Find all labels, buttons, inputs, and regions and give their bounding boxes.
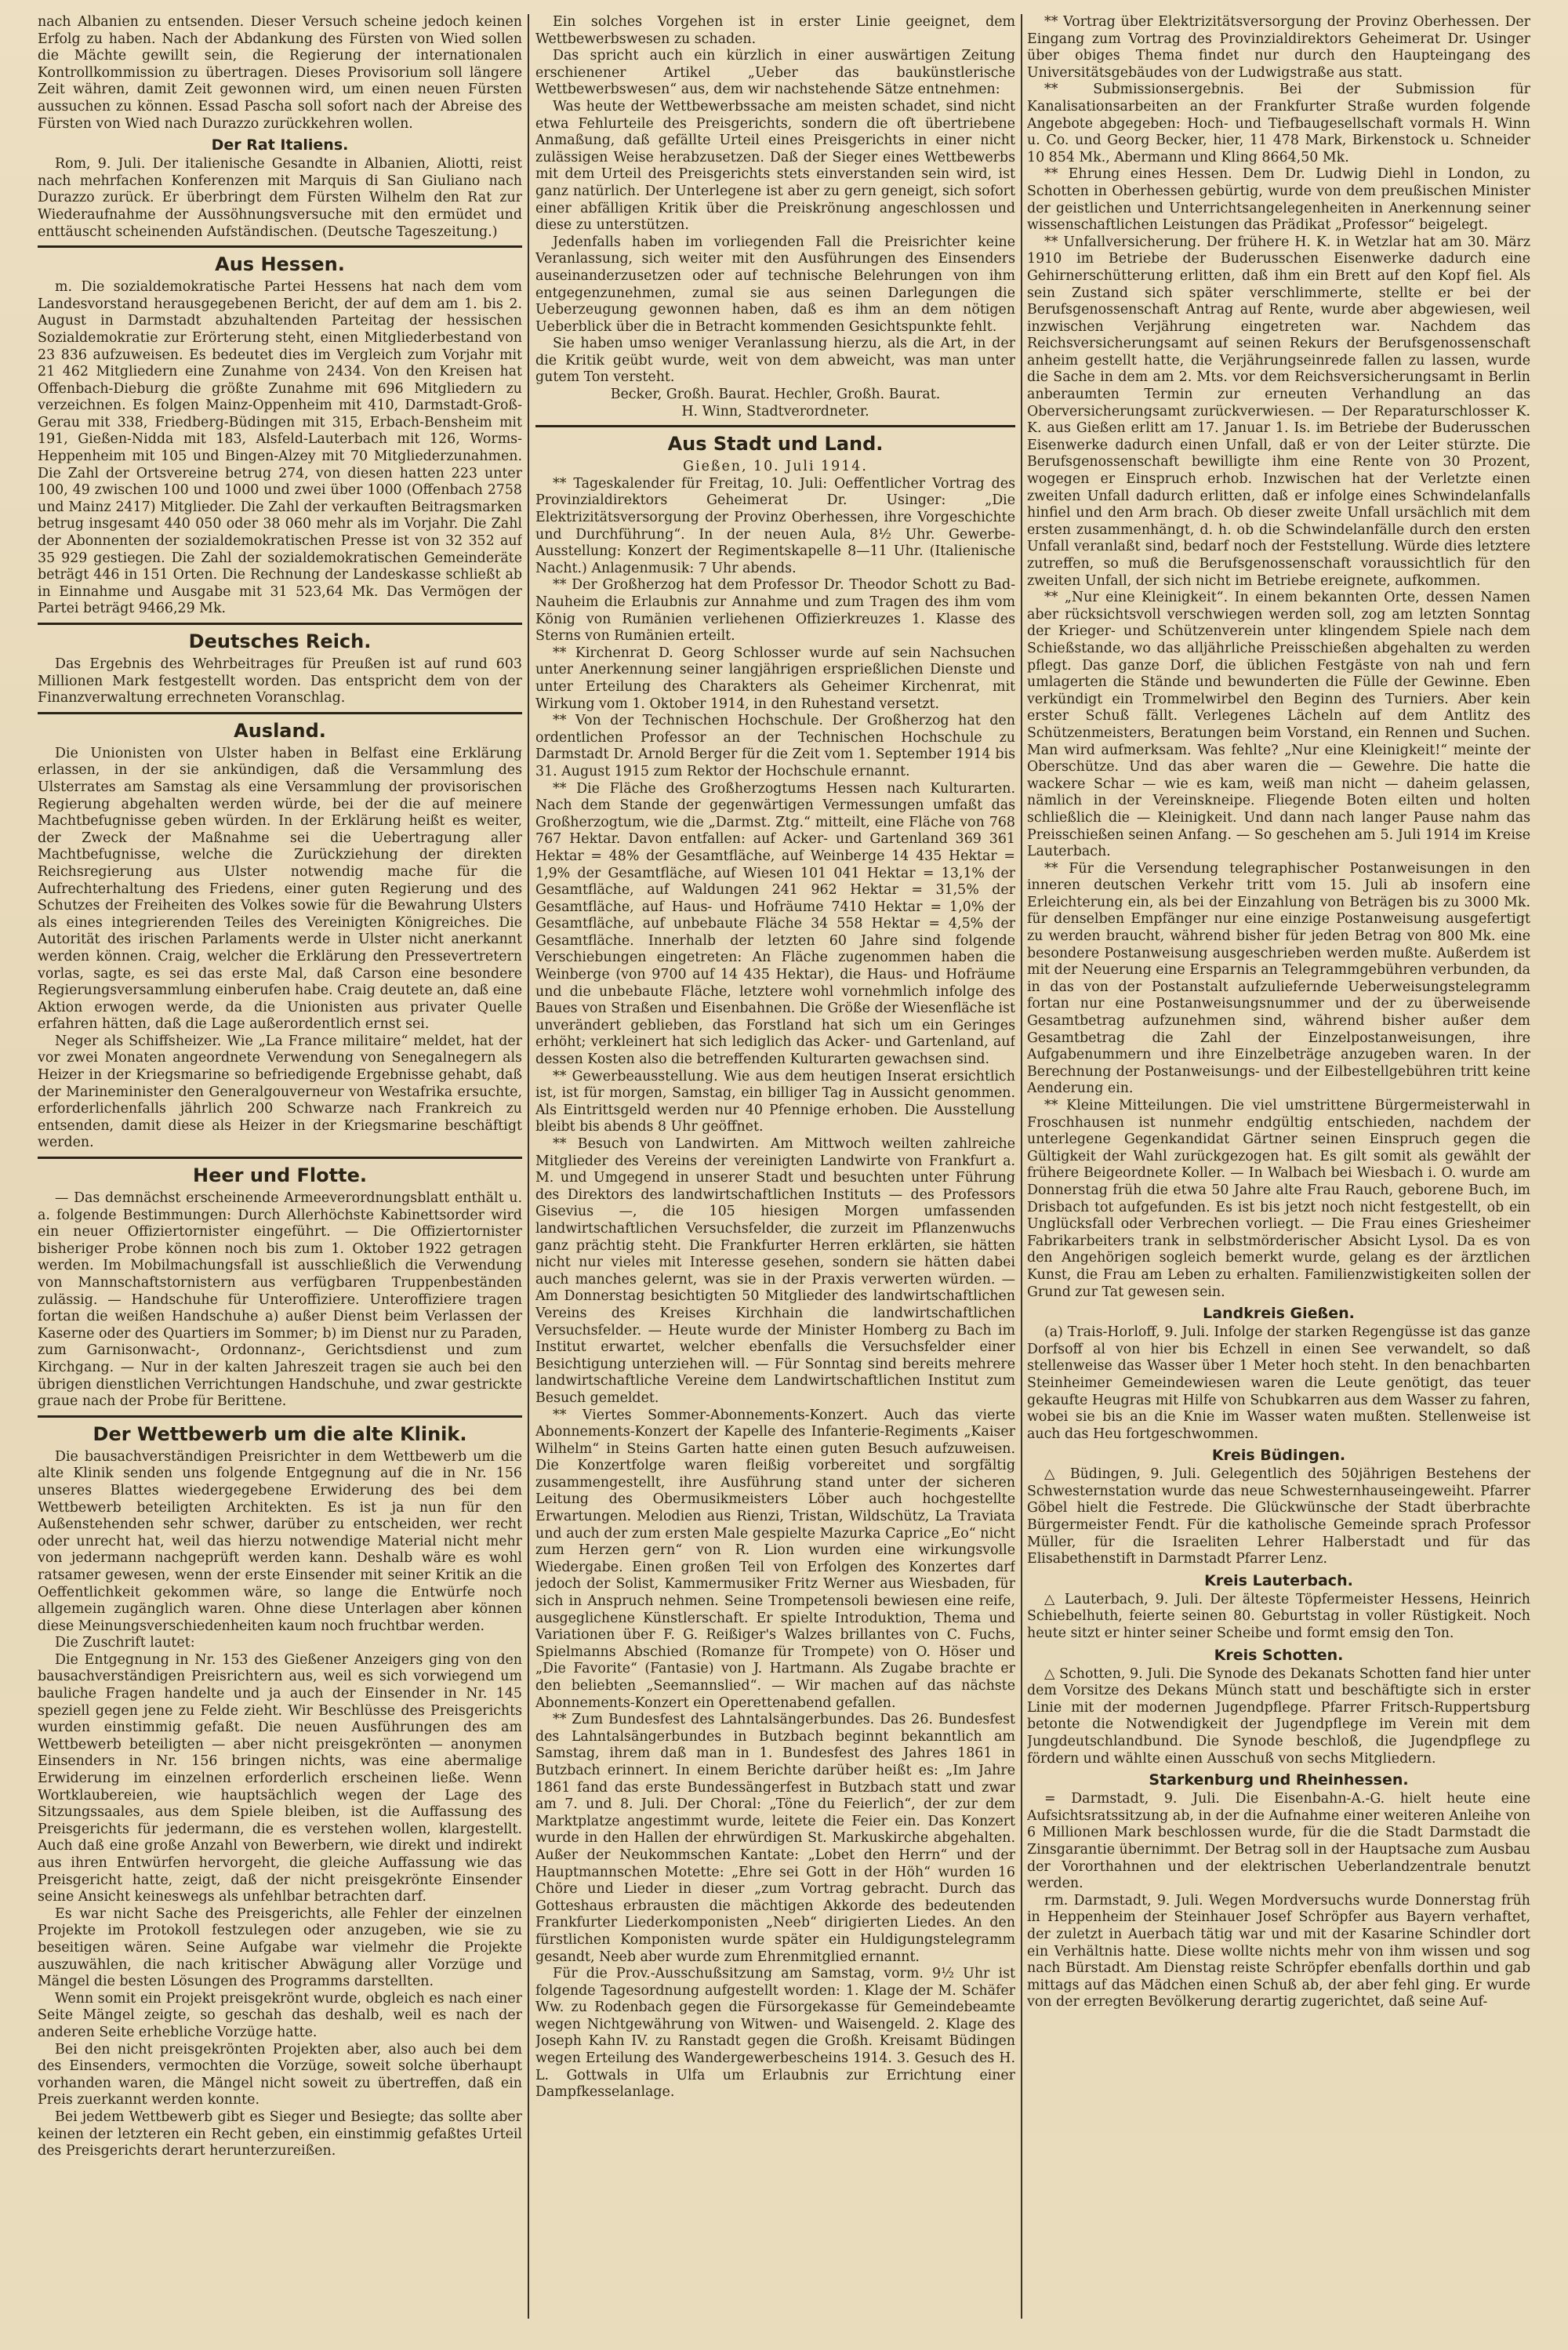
article-heer-und-flotte: — Das demnächst erscheinende Armeeverordnungsblatt enthält u. a. folgende Bestimmungen: Durch Allerhöchste Kabinettsorder wird ein neuer Offiziertornister eingeführt. — Die Offiziertornister bisheriger Probe können noch bis zum 1. Oktober 1922 getragen werden. Im Mobilmachungsfall ist ausschließlich die Verwendung von Mannschaftstornistern aus verfügbaren Truppenbeständen zulässig. — Handschuhe für Unteroffiziere. Unteroffiziere tragen fortan die weißen Handschuhe a) außer Dienst beim Verlassen der Kaserne oder des Quartiers im Sommer; b) im Dienst nur zu Paraden, zum Garnisonwacht-, Ordonnanz-, Gerichtsdienst und zum Kirchgang. — Nur in der kalten Jahreszeit tragen sie auch bei den übrigen dienstlichen Verrichtungen Handschuhe, und zwar gestrickte graue nach der Probe für Berittene.	[38, 1190, 522, 1410]
news-item: ** Kleine Mitteilungen. Die viel umstrittene Bürgermeisterwahl in Froschhausen ist nunmehr endgültig entschieden, nachdem der unterlegene Gegenkandidat Gärtner seinen Einspruch gegen die Gültigkeit der Wahl zurückgezogen hat. Es gilt somit als gewählt der frühere Beigeordnete Koller. — In Walbach bei Wiesbach i. O. wurde am Donnerstag früh die etwa 50 Jahre alte Frau Rauch, geborene Buch, im Drisbach tot aufgefunden. Es ist bis jetzt noch nicht festgestellt, ob ein Unglücksfall oder Verbrechen vorliegt. — Die Frau eines Griesheimer Fabrikarbeiters trank in selbstmörderischer Absicht Lysol. Da es von den Angehörigen sogleich bemerkt wurde, gelang es der ärztlichen Kunst, die Frau am Leben zu erhalten. Familienzwistigkeiten sollen der Grund zur Tat gewesen sein.	[1027, 1098, 1530, 1300]
section-rule	[38, 245, 522, 248]
heading-stadt-und-land: Aus Stadt und Land.	[667, 433, 884, 456]
news-item: ** Tageskalender für Freitag, 10. Juli: Oeffentlicher Vortrag des Provinzialdirektors Geheimerat Dr. Usinger: „Die Elektrizitätsversorgung der Provinz Oberhessen, ihre Vorgeschichte und Durchführung“. In der neuen Aula, 8½ Uhr. Gewerbe-Ausstellung: Konzert der Regimentskapelle 8—11 Uhr. (Italienische Nacht.) Anlagenmusik: 7 Uhr abends.	[535, 475, 1015, 576]
article-klinik-p3: Die Entgegnung in Nr. 153 des Gießener Anzeigers ging von den bausachverständigen Preisrichtern aus, weil es sich vorwiegend um bauliche Fragen handelte und ja auch der Einsender in Nr. 145 speziell gegen jene zu Felde zieht. Wir Beschlüsse des Preisgerichts wurden einstimmig gefaßt. Die neuen Ausführungen des am Wettbewerb beteiligten — aber nicht preisgekrönten — anonymen Einsenders in Nr. 156 bringen nichts, was eine abermalige Erwiderung im einzelnen erforderlich erscheinen ließe. Wenn Wortklaubereien, wie hauptsächlich wegen der Lage des Sitzungssaales, aus dem Spiele bleiben, ist die Auffassung des Preisgerichts für jedermann, die es verstehen wollen, klargestellt. Auch daß eine große Anzahl von Bewerbern, wie direkt und indirekt aus ihren Entwürfen hervorgeht, die gleiche Auffassung wie das Preisgericht hatte, zeigt, daß der nicht preisgekrönte Einsender seine Ansicht keineswegs als unfehlbar betrachten darf.	[38, 1651, 522, 1905]
news-item: ** Für die Versendung telegraphischer Postanweisungen in den inneren deutschen Verkehr tritt vom 15. Juli ab insofern eine Erleichterung ein, als bei der Einzahlung von Beträgen bis zu 3000 Mk. für denselben Empfänger nur eine einzige Postanweisung ausgefertigt zu werden braucht, während bisher für jeden Betrag von 800 Mk. eine besondere Postanweisung ausgeschrieben werden mußte. Außerdem ist mit der Neuerung eine Ersparnis an Telegrammgebühren verbunden, da in das von der Postanstalt aufzuliefernde Ueberweisungstelegramm fortan nur eine Postanweisungsnummer und der zu überweisende Gesamtbetrag aufzunehmen sind, während bisher außer dem Gesamtbetrag die Zahl der Einzelpostanweisungen, ihre Aufgabenummern und ihre Einzelbeträge anzugeben waren. In der Berechnung der Postanweisungs- und der Eilbestellgebühren tritt keine Aenderung ein.	[1027, 860, 1530, 1097]
article-klinik-p12: Sie haben umso weniger Veranlassung hierzu, als die Art, in der die Kritik geübt wurde, weit von dem abweicht, was man unter gutem Ton versteht.	[535, 336, 1015, 386]
heading-ausland: Ausland.	[234, 719, 326, 742]
heading-kreis-lauterbach: Kreis Lauterbach.	[1204, 1571, 1353, 1589]
section-rule	[535, 425, 1015, 427]
section-rule	[38, 623, 522, 625]
article-klinik-p7: Bei jedem Wettbewerb gibt es Sieger und Besiegte; das sollte aber keinen der letzteren ein Recht geben, ein einstimmig gefaßtes Urteil des Preisgerichts derart herunterzureißen.	[38, 2108, 522, 2159]
heading-wettbewerb-klinik: Der Wettbewerb um die alte Klinik.	[93, 1422, 467, 1445]
article-klinik-p10: Was heute der Wettbewerbssache am meisten schadet, sind nicht etwa Fehlurteile des Preisgerichts, sondern die oft übertriebene Anmaßung, daß gefällte Urteil eines Preisgerichts in einer nicht zulässigen Weise herabzusetzen. Daß der Sieger eines Wettbewerbs mit dem Urteil des Preisgerichts stets einverstanden sein wird, ist ganz natürlich. Der Unterlegene ist aber zu gern geneigt, sich sofort einer abfälligen Kritik über die Preiskrönung angeschlossen und diese zu unterstützen.	[535, 98, 1015, 234]
article-klinik-p11: Jedenfalls haben im vorliegenden Fall die Preisrichter keine Veranlassung, sich weiter mit den Ausführungen des Einsenders auseinanderzusetzen oder auf technische Belehrungen von ihm entgegenzunehmen, zumal sie aus seinen Darlegungen die Ueberzeugung gewonnen haben, daß es ihm an dem nötigen Ueberblick über die in Betracht kommenden Gesichtspunkte fehlt.	[535, 234, 1015, 335]
news-item: (a) Trais-Horloff, 9. Juli. Infolge der starken Regengüsse ist das ganze Dorfsoff al von hier bis Echzell in einen See verwandelt, so daß stellenweise das Wasser über 1 Meter hoch steht. In den benachbarten Steinheimer Gemeindewiesen waren die Leute genötigt, das teuer gekaufte Heugras mit Hilfe von Schubkarren aus dem Wasser zu fahren, wobei sie bis an die Knie im Wasser waten mußten. Stellenweise ist auch das Heu fortgeschwommen.	[1027, 1324, 1530, 1442]
news-item: ** Kirchenrat D. Georg Schlosser wurde auf sein Nachsuchen unter Anerkennung seiner langjährigen ersprießlichen Dienste und unter Erteilung des Charakters als Geheimer Kirchenrat, mit Wirkung vom 1. Oktober 1914, in den Ruhestand versetzt.	[535, 645, 1015, 712]
article-klinik-p9: Das spricht auch ein kürzlich in einer auswärtigen Zeitung erschienener Artikel „Ueber das baukünstlerische Wettbewerbswesen“ aus, dem wir nachstehende Sätze entnehmen:	[535, 48, 1015, 98]
news-item: ** Besuch von Landwirten. Am Mittwoch weilten zahlreiche Mitglieder des Vereins der vereinigten Landwirte von Frankfurt a. M. und Umgegend in unserer Stadt und besuchten unter Führung des Direktors des landwirtschaftlichen Instituts — des Professors Gisevius —, die 105 hiesigen Morgen umfassenden landwirtschaftlichen Versuchsfelder, die zurzeit im Pflanzenwuchs ganz prächtig steht. Die Frankfurter Herren erklärten, sie hätten nicht nur vieles mit Interesse gesehen, sondern sie hätten dabei auch manches gelernt, was sie in der Praxis verwerten würden. — Am Donnerstag besichtigten 50 Mitglieder des landwirtschaftlichen Vereins des Kreises Kirchhain die landwirtschaftlichen Versuchsfelder. — Heute wurde der Minister Homberg zu Bach im Institut erwartet, welcher ebenfalls die Versuchsfelder einer Besichtigung unterziehen will. — Für Sonntag sind bereits mehrere landwirtschaftliche Vereine dem Landwirtschaftlichen Institut zum Besuch gemeldet.	[535, 1136, 1015, 1406]
article-deutsches-reich: Das Ergebnis des Wehrbeitrages für Preußen ist auf rund 603 Millionen Mark festgestellt worden. Das entspricht dem von der Finanzverwaltung errechneten Voranschlag.	[38, 656, 522, 706]
article-klinik-p6: Bei den nicht preisgekrönten Projekten aber, also auch bei dem des Einsenders, vermochten die Vorzüge, soweit solche überhaupt vorhanden waren, die Mängel nicht soweit zu übertreffen, daß ein Preis zuerkannt werden konnte.	[38, 2041, 522, 2108]
news-item: ** Von der Technischen Hochschule. Der Großherzog hat den ordentlichen Professor an der Technischen Hochschule zu Darmstadt Dr. Arnold Berger für die Zeit vom 1. September 1914 bis 31. August 1915 zum Rektor der Hochschule ernannt.	[535, 713, 1015, 779]
article-klinik-p5: Wenn somit ein Projekt preisgekrönt wurde, obgleich es nach einer Seite Mängel zeigte, so geschah das deshalb, weil es nach der anderen Seite erhebliche Vorzüge hatte.	[38, 1990, 522, 2040]
news-item: ** Zum Bundesfest des Lahntalsängerbundes. Das 26. Bundesfest des Lahntalsängerbundes in Butzbach beginnt bekanntlich am Samstag, ihrem daß man in 1. Bundesfest des Jahres 1861 in Butzbach erinnert. In einem Berichte darüber heißt es: „Im Jahre 1861 fand das erste Bundessängerfest in Butzbach statt und zwar am 7. und 8. Juli. Der Choral: „Töne du Feierlich“, der zur dem Marktplatze angestimmt wurde, leitete die Feier ein. Das Konzert wurde in den Hallen der ehrwürdigen St. Markuskirche abgehalten. Außer der Neukommschen Kantate: „Lobet den Herrn“ und der Hauptmannschen Motette: „Ehre sei Gott in der Höh“ wurden 16 Chöre und Lieder in dieser „zum Vortrag gebracht. Durch das Gotteshaus erbrausten die mächtigen Akkorde des bedeutenden Frankfurter Liederkomponisten „Neeb“ dirigierten Liedes. An den fürstlichen Komponisten wurde später ein Huldigungstelegramm gesandt, Neeb aber wurde zum Ehrenmitglied ernannt.	[535, 1712, 1015, 1965]
heading-kreis-buedingen: Kreis Büdingen.	[1211, 1447, 1346, 1465]
article-ausland-ulster: Die Unionisten von Ulster haben in Belfast eine Erklärung erlassen, in der sie ankündigen, daß die Versammlung des Ulsterrates am Samstag als eine Versammlung der provisorischen Regierung abgehalten werden würde, bei der die auf meinere Machtbefugnisse geben würden. In der Erklärung heißt es weiter, der Zweck der Maßnahme sei die Uebertragung aller Machtbefugnisse, welche die Zurückziehung der direkten Reichsregierung aus Ulster notwendig mache für die Aufrechterhaltung des Friedens, einer guten Regierung und des Schutzes der Freiheiten des Volkes sowie für die Bewahrung Ulsters als eines integrierenden Teiles des Vereinigten Königreiches. Die Autorität des irischen Parlaments werde in Ulster nicht anerkannt werden können. Craig, welcher die Erklärung den Pressevertretern vorlas, sagte, es sei das erste Mal, daß Carson eine besondere Regierungsversammlung einberufen habe. Craig deutete an, daß eine Aktion erwogen werde, da die Unionisten aus privater Quelle erfahren hätten, daß die Lage außerordentlich ernst sei.	[38, 745, 522, 1033]
article-albanien-continued: nach Albanien zu entsenden. Dieser Versuch scheine jedoch keinen Erfolg zu haben. Nach der Abdankung des Fürsten von Wied sollen die Mächte gewillt sein, die Regierung der internationalen Kontrollkommission zu übertragen. Dieses Provisorium soll längere Zeit währen, damit Zeit gewonnen wird, um einen neuen Fürsten aussuchen zu können. Essad Pascha soll sofort nach der Abreise des Fürsten von Wied nach Durazzo zurückkehren wollen.	[38, 14, 522, 132]
news-item: = Darmstadt, 9. Juli. Die Eisenbahn-A.-G. hielt heute eine Aufsichtsratssitzung ab, in der die Aufnahme einer weiteren Anleihe von 6 Millionen Mark beschlossen wurde, für die die Stadt Darmstadt die Zinsgarantie übernimmt. Der Betrag soll in der Hauptsache zum Ausbau der Vororthahnen und der elektrischen Ueberlandzentrale benutzt werden.	[1027, 1791, 1530, 1892]
news-item: ** Der Großherzog hat dem Professor Dr. Theodor Schott zu Bad-Nauheim die Erlaubnis zur Annahme und zum Tragen des ihm vom König von Rumänien verliehenen Offizierkreuzes 1. Klasse des Sterns von Rumänien erteilt.	[535, 577, 1015, 645]
news-item: ** Submissionsergebnis. Bei der Submission für Kanalisationsarbeiten an der Frankfurter Straße wurden folgende Angebote abgegeben: Hoch- und Tiefbaugesellschaft vormals H. Winn u. Co. und Georg Becker, hier, 11 478 Mark, Birkenstock u. Schneider 10 854 Mk., Abermann und Kling 8664,50 Mk.	[1027, 82, 1530, 165]
news-item: ** Ehrung eines Hessen. Dem Dr. Ludwig Diehl in London, zu Schotten in Oberhessen gebürtig, wurde von dem preußischen Minister der geistlichen und Unterrichtsangelegenheiten in Anerkennung seiner wissenschaftlichen Leistungen das Prädikat „Professor“ beigelegt.	[1027, 166, 1530, 234]
column-2	[535, 14, 1015, 2319]
column-3	[1027, 14, 1530, 2319]
article-klinik-p2: Die Zuschrift lautet:	[55, 1635, 195, 1651]
heading-kreis-schotten: Kreis Schotten.	[1214, 1646, 1344, 1664]
heading-deutsches-reich: Deutsches Reich.	[188, 630, 372, 652]
news-item: ** Vortrag über Elektrizitätsversorgung der Provinz Oberhessen. Der Eingang zum Vortrag des Provinzialdirektors Geheimerat Dr. Usinger über obiges Thema findet nur durch den Haupteingang des Universitätsgebäudes von der Ludwigstraße aus statt.	[1027, 14, 1530, 81]
news-item: ** „Nur eine Kleinigkeit“. In einem bekannten Orte, dessen Namen aber rücksichtsvoll verschwiegen werden soll, zog am letzten Sonntag der Krieger- und Schützenverein unter klingendem Spiele nach dem Schießstande, wo das alljährliche Preisschießen abgehalten zu werden pflegt. Das ganze Dorf, die üblichen Festgäste von nah und fern umlagerten die Stände und bewunderten die Fülle der Gewinne. Eben verkündigt ein Trommelwirbel den Beginn des Turniers. Aber kein erster Schuß fällt. Verlegenes Lächeln auf dem Antlitz des Schützenmeisters, Beratungen beim Vorstand, ein Rennen und Suchen. Man wird aufmerksam. Was fehlte? „Nur eine Kleinigkeit!“ meinte der Oberschütze. Und das aber waren die — Gewehre. Die hatte die wackere Schar — wie es kam, weiß man nicht — daheim gelassen, nämlich in der Vereinskneipe. Fliegende Boten eilten und holten schließlich die — Kleinigkeit. Und dann nach langer Pause nahm das Preisschießen seinen Anfang. — So geschehen am 5. Juli 1914 im Kreise Lauterbach.	[1027, 590, 1530, 860]
heading-landkreis-giessen: Landkreis Gießen.	[1203, 1305, 1355, 1323]
news-item: ** Die Fläche des Großherzogtums Hessen nach Kulturarten. Nach dem Stande der gegenwärtigen Vermessungen umfaßt das Großherzogtum, wie die „Darmst. Ztg.“ mitteilt, eine Fläche von 768 767 Hektar. Davon entfallen: auf Acker- und Gartenland 369 361 Hektar = 48% der Gesamtfläche, auf Weinberge 14 435 Hektar = 1,9% der Gesamtfläche, auf Wiesen 101 041 Hektar = 13,1% der Gesamtfläche, auf Waldungen 241 962 Hektar = 31,5% der Gesamtfläche, auf Haus- und Hofräume 7410 Hektar = 1,0% der Gesamtfläche, auf unbebaute Fläche 34 558 Hektar = 4,5% der Gesamtfläche. Innerhalb der letzten 60 Jahre sind folgende Verschiebungen eingetreten: An Fläche zugenommen haben die Weinberge (von 9700 auf 14 435 Hektar), die Haus- und Hofräume und die unbebaute Fläche, letztere wohl vornehmlich infolge des Baues von Straßen und Eisenbahnen. Die Größe der Wiesenfläche ist unverändert geblieben, das Forstland hat sich um ein Geringes erhöht; verkleinert hat sich lediglich das Acker- und Gartenland, auf dessen Kosten also die betreffenden Kulturarten gewachsen sind.	[535, 780, 1015, 1068]
section-rule	[38, 1415, 522, 1418]
section-rule	[38, 712, 522, 714]
article-rat-italiens: Rom, 9. Juli. Der italienische Gesandte in Albanien, Aliotti, reist nach mehrfachen Konferenzen mit Marquis di San Giuliano nach Durazzo zurück. Er überbringt dem Fürsten Wilhelm den Rat zur Wiederaufnahme der Aussöhnungsversuche mit den ermüdet und enttäuscht scheinenden Aufständischen. (Deutsche Tageszeitung.)	[38, 156, 522, 240]
news-item: △ Lauterbach, 9. Juli. Der älteste Töpfermeister Hessens, Heinrich Schiebelhuth, feierte seinen 80. Geburtstag in voller Rüstigkeit. Noch heute sitzt er hinter seiner Scheibe und formt emsig den Ton.	[1027, 1591, 1530, 1642]
column-rule	[1021, 14, 1022, 2319]
section-rule	[38, 1157, 522, 1159]
column-1	[38, 14, 522, 2319]
news-item: Für die Prov.-Ausschußsitzung am Samstag, vorm. 9½ Uhr ist folgende Tagesordnung aufgestellt worden: 1. Klage der M. Schäfer Ww. zu Rodenbach gegen die Fürsorgekasse für Gemeindebeamte wegen Nichtgewährung von Witwen- und Waisengeld. 2. Klage des Joseph Kahn IV. zu Ranstadt gegen die Großh. Kreisamt Büdingen wegen Erteilung des Wandergewerbescheins 1914. 3. Gesuch des H. L. Gottwals in Ulfa um Erlaubnis zur Errichtung einer Dampfkesselanlage.	[535, 1966, 1015, 2101]
news-item: ** Unfallversicherung. Der frühere H. K. in Wetzlar hat am 30. März 1910 im Betriebe der Buderusschen Eisenwerke dadurch eine Gehirnerschütterung erlitten, daß ihm ein Brett auf den Kopf fiel. Als sein Zustand sich später verschlimmerte, stellte er bei der Berufsgenossenschaft Antrag auf Rente, wurde aber abgewiesen, weil inzwischen Verjährung eingetreten war. Nachdem das Reichsversicherungsamt auf seinen Rekurs der Berufsgenossenschaft anheim gestellt hatte, die Verjährungseinrede fallen zu lassen, wurde die Sache in dem am 2. Mts. vor dem Reichsversicherungsamt in Berlin anberaumten Termin zur erneuten Verhandlung an das Oberversicherungsamt zurückverwiesen. — Der Reparaturschlosser K. K. aus Gießen erlitt am 17. Januar 1. Is. im Betriebe der Buderusschen Eisenwerke dadurch einen Unfall, daß er von der Leiter stürzte. Die Berufsgenossenschaft bewilligte ihm eine Rente von 30 Prozent, wogegen er Einspruch erhob. Inzwischen hat der Verletzte einen zweiten Unfall dadurch erlitten, daß er infolge eines Schwindelanfalls hinfiel und den Arm brach. Ob dieser zweite Unfall ursächlich mit dem ersten zusammenhängt, d. h. ob die Schwindelanfälle durch den ersten Unfall veranlaßt sind, bedarf noch der Feststellung. Würde dies letztere zutreffen, so muß die Berufsgenossenschaft voraussichtlich für den zweiten Unfall, der sich nicht im Betriebe ereignete, aufkommen.	[1027, 234, 1530, 589]
article-aus-hessen: m. Die sozialdemokratische Partei Hessens hat nach dem vom Landesvorstand herausgegebenen Bericht, der auf dem am 1. bis 2. August in Darmstadt abzuhaltenden Parteitag der hessischen Sozialdemokratie zur Erörterung steht, einen Mitgliederbestand von 23 836 aufzuweisen. Es bedeutet dies im Vergleich zum Vorjahr mit 21 462 Mitgliedern eine Zunahme von 2434. Von den Kreisen hat Offenbach-Dieburg die größte Zunahme mit 696 Mitgliedern zu verzeichnen. Es folgen Mainz-Oppenheim mit 410, Darmstadt-Groß-Gerau mit 338, Friedberg-Büdingen mit 315, Erbach-Bensheim mit 191, Gießen-Nidda mit 183, Alsfeld-Lauterbach mit 126, Worms-Heppenheim mit 105 und Bingen-Alzey mit 70 Mitgliederzunahmen. Die Zahl der Ortsvereine betrug 274, von diesen hatten 223 unter 100, 49 zwischen 100 und 1000 und zwei über 1000 (Offenbach 2758 und Mainz 2417) Mitglieder. Die Zahl der verkauften Beitragsmarken betrug insgesamt 440 050 oder 38 060 mehr als im Vorjahr. Die Zahl der Abonnenten der sozialdemokratischen Presse ist von 32 352 auf 35 929 gestiegen. Die Zahl der sozialdemokratischen Gemeinderäte beträgt 446 in 151 Orten. Die Rechnung der Landeskasse schließt ab in Einnahme und Ausgabe mit 31 523,64 Mk. Das Vermögen der Partei beträgt 9466,29 Mk.	[38, 279, 522, 617]
news-item: rm. Darmstadt, 9. Juli. Wegen Mordversuchs wurde Donnerstag früh in Heppenheim der Steinhauer Josef Schröpfer aus Bayern verhaftet, der zuletzt in Auerbach tätig war und mit der Kasarine Schindler dort ein Verhältnis hatte. Diese wollte nichts mehr von ihm wissen und sog nach Bürstadt. Am Dienstag reiste Schröpfer ebenfalls dorthin und gab mittags auf das Mädchen einen Schuß ab, der aber fehl ging. Er wurde von der erregten Bevölkerung derartig zugerichtet, daß seine Auf-	[1027, 1892, 1530, 2010]
article-ausland-neger: Neger als Schiffsheizer. Wie „La France militaire“ meldet, hat der vor zwei Monaten angeordnete Verwendung von Senegalnegern als Heizer in der Kriegsmarine so befriedigende Ergebnisse gehabt, daß der Marineminister den Generalgouverneur von Westafrika ersuchte, erforderlichenfalls jährlich 200 Schwarze nach Frankreich zu entsenden, damit diese als Heizer in der Kriegsmarine beschäftigt werden.	[38, 1033, 522, 1151]
heading-heer-und-flotte: Heer und Flotte.	[193, 1164, 367, 1187]
heading-starkenburg-rheinhessen: Starkenburg und Rheinhessen.	[1149, 1771, 1409, 1789]
news-item: ** Gewerbeausstellung. Wie aus dem heutigen Inserat ersichtlich ist, ist für morgen, Samstag, ein billiger Tag in Aussicht genommen. Als Eintrittsgeld werden nur 40 Pfennige erhoben. Die Ausstellung bleibt bis abends 8 Uhr geöffnet.	[535, 1068, 1015, 1135]
signature-line: H. Winn, Stadtverordneter.	[681, 403, 869, 420]
article-klinik-p8: Ein solches Vorgehen ist in erster Linie geeignet, dem Wettbewerbswesen zu schaden.	[535, 14, 1015, 47]
article-klinik-p4: Es war nicht Sache des Preisgerichts, alle Fehler der einzelnen Projekte im Protokoll festzulegen oder anzugeben, wie sie zu beseitigen wären. Seine Aufgabe war vielmehr die Projekte auszuwählen, die nach kritischer Abwägung aller Vorzüge und Mängel die besten Lösungen des Programms darstellten.	[38, 1905, 522, 1990]
news-item: ** Viertes Sommer-Abonnements-Konzert. Auch das vierte Abonnements-Konzert der Kapelle des Infanterie-Regiments „Kaiser Wilhelm“ in Steins Garten hatte einen guten Besuch aufzuweisen. Die Konzertfolge waren fleißig vorbereitet und sorgfältig zusammengestellt, ihre Ausführung stand unter der sicheren Leitung des Obermusikmeisters Löber auch hochgestellte Erwartungen. Melodien aus Rienzi, Tristan, Wildschütz, La Traviata und auch der zum ersten Male gespielte Mazurka Caprice „Eo“ nicht zum Herzen gern“ von R. Lion wurden eine wirkungsvolle Wiedergabe. Einen großen Teil von Erfolgen des Konzertes darf jedoch der Solist, Kammermusiker Fritz Werner aus Wiesbaden, für sich in Anspruch nehmen. Seine Trompetensoli bewiesen eine reife, ausgeglichene Künstlerschaft. Er spielte Introduktion, Thema und Variationen über F. G. Reißiger's Walzes brillantes von C. Fuchs, Spielmanns Abschied (Romanze für Trompete) von O. Höser und „Die Favorite“ (Fantasie) von J. Hartmann. Als Zugabe brachte er den beliebten „Seemannslied“. — Wir machen auf das nächste Abonnements-Konzert ein Operettenabend gefallen.	[535, 1407, 1015, 1711]
news-item: △ Schotten, 9. Juli. Die Synode des Dekanats Schotten fand hier unter dem Vorsitze des Dekans Münch statt und beschäftigte sich in erster Linie mit der modernen Jugendpflege. Pfarrer Fritsch-Ruppertsburg betonte die Notwendigkeit der Jugendpflege im Verein mit dem Jungdeutschlandbund. Die Synode beschloß, die Jugendpflege zu fördern und wählte einen Ausschuß von sechs Mitgliedern.	[1027, 1665, 1530, 1767]
heading-rat-italiens: Der Rat Italiens.	[211, 136, 349, 154]
news-item: △ Büdingen, 9. Juli. Gelegentlich des 50jährigen Bestehens der Schwesternstation wurde das neue Schwesternhauseingeweiht. Pfarrer Göbel hielt die Festrede. Die Glückwünsche der Stadt überbrachte Bürgermeister Fendt. Für die katholische Gemeinde sprach Professor Müller, für die Israeliten Lehrer Halberstadt und für das Elisabethenstift in Darmstadt Pfarrer Lenz.	[1027, 1466, 1530, 1567]
signature-line: Becker, Großh. Baurat. Hechler, Großh. Baurat.	[610, 387, 941, 403]
heading-aus-hessen: Aus Hessen.	[215, 253, 345, 276]
article-klinik-p1: Die bausachverständigen Preisrichter in dem Wettbewerb um die alte Klinik senden uns folgende Entgegnung auf die in Nr. 156 unseres Blattes wiedergegebene Erwiderung des bei dem Wettbewerb beteiligten Architekten. Es ist ja nun für den Außenstehenden sehr schwer, darüber zu entscheiden, wer recht oder unrecht hat, weil das hierzu notwendige Material nicht mehr von jedermann nachgeprüft werden kann. Deshalb wäre es wohl ratsamer gewesen, wenn der erste Einsender mit seiner Kritik an die Oeffentlichkeit gekommen wäre, so lange die Entwürfe noch allgemein zugänglich waren. Ohne diese Unterlagen aber können diese Meinungsverschiedenheiten kaum noch fruchtbar werden.	[38, 1448, 522, 1634]
dateline: Gießen, 10. Juli 1914.	[683, 459, 868, 475]
column-rule	[528, 14, 529, 2319]
